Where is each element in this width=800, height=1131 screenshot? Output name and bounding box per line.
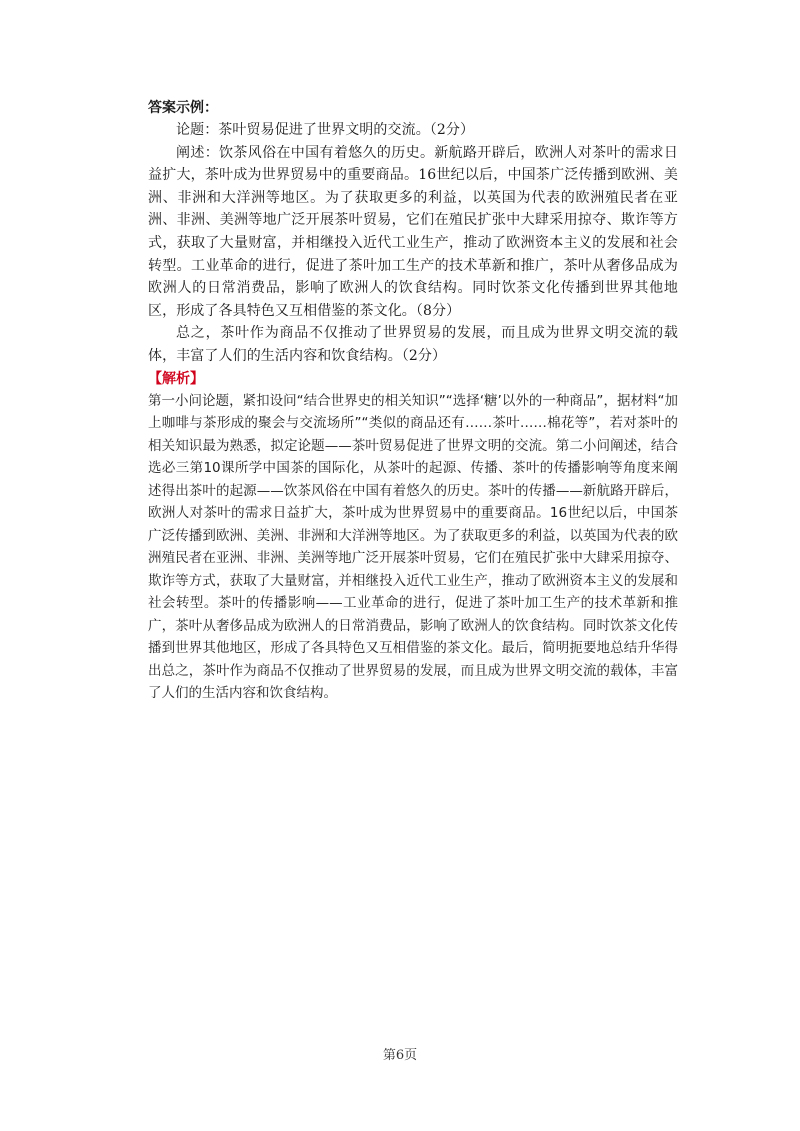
answer-elaboration: 阐述：饮茶风俗在中国有着悠久的历史。新航路开辟后，欧洲人对茶叶的需求日益扩大，茶叶成为世界贸易中的重要商品。16世纪以后，中国茶广泛传播到欧洲、美洲、非洲和大洋洲等地区。为了获取更多的利益，以英国为代表的欧洲殖民者在亚洲、非洲、美洲等地广泛开展茶叶贸易，它们在殖民扩张中大肆采用掠夺、欺诈等方式，获取了大量财富，并相继投入近代工业生产，推动了欧洲资本主义的发展和社会转型。工业革命的进行，促进了茶叶加工生产的技术革新和推广，茶叶从奢侈品成为欧洲人的日常消费品，影响了欧洲人的饮食结构。同时饮茶文化传播到世界其他地区，形成了各具特色又互相借鉴的茶文化。（8分） (148, 144, 678, 319)
analysis-body: 第一小问论题，紧扣设问“结合世界史的相关知识”“选择‘糖’以外的一种商品”，据材料“加上咖啡与茶形成的聚会与交流场所”“类似的商品还有……茶叶……棉花等”，若对茶叶的相关知识最为熟悉，拟定论题——茶叶贸易促进了世界文明的交流。第二小问阐述，结合选必三第10课所学中国茶的国际化，从茶叶的起源、传播、茶叶的传播影响等角度来阐述得出茶叶的起源——饮茶风俗在中国有着悠久的历史。茶叶的传播——新航路开辟后，欧洲人对茶叶的需求日益扩大，茶叶成为世界贸易中的重要商品。16世纪以后，中国茶广泛传播到欧洲、美洲、非洲和大洋洲等地区。为了获取更多的利益，以英国为代表的欧洲殖民者在亚洲、非洲、美洲等地广泛开展茶叶贸易，它们在殖民扩张中大肆采用掠夺、欺诈等方式，获取了大量财富，并相继投入近代工业生产，推动了欧洲资本主义的发展和社会转型。茶叶的传播影响——工业革命的进行，促进了茶叶加工生产的技术革新和推广，茶叶从奢侈品成为欧洲人的日常消费品，影响了欧洲人的饮食结构。同时饮茶文化传播到世界其他地区，形成了各具特色又互相借鉴的茶文化。最后，简明扼要地总结升华得出总之，茶叶作为商品不仅推动了世界贸易的发展，而且成为世界文明交流的载体，丰富了人们的生活内容和饮食结构。 (148, 392, 678, 702)
answer-heading: 答案示例： (148, 100, 218, 116)
page-number: 第6页 (382, 1048, 418, 1063)
content-area (148, 97, 678, 705)
analysis-tag: 【解析】 (148, 370, 204, 387)
answer-conclusion: 总之，茶叶作为商品不仅推动了世界贸易的发展，而且成为世界文明交流的载体，丰富了人们的生活内容和饮食结构。（2分） (148, 325, 678, 364)
answer-thesis: 论题：茶叶贸易促进了世界文明的交流。（2分） (176, 122, 475, 138)
